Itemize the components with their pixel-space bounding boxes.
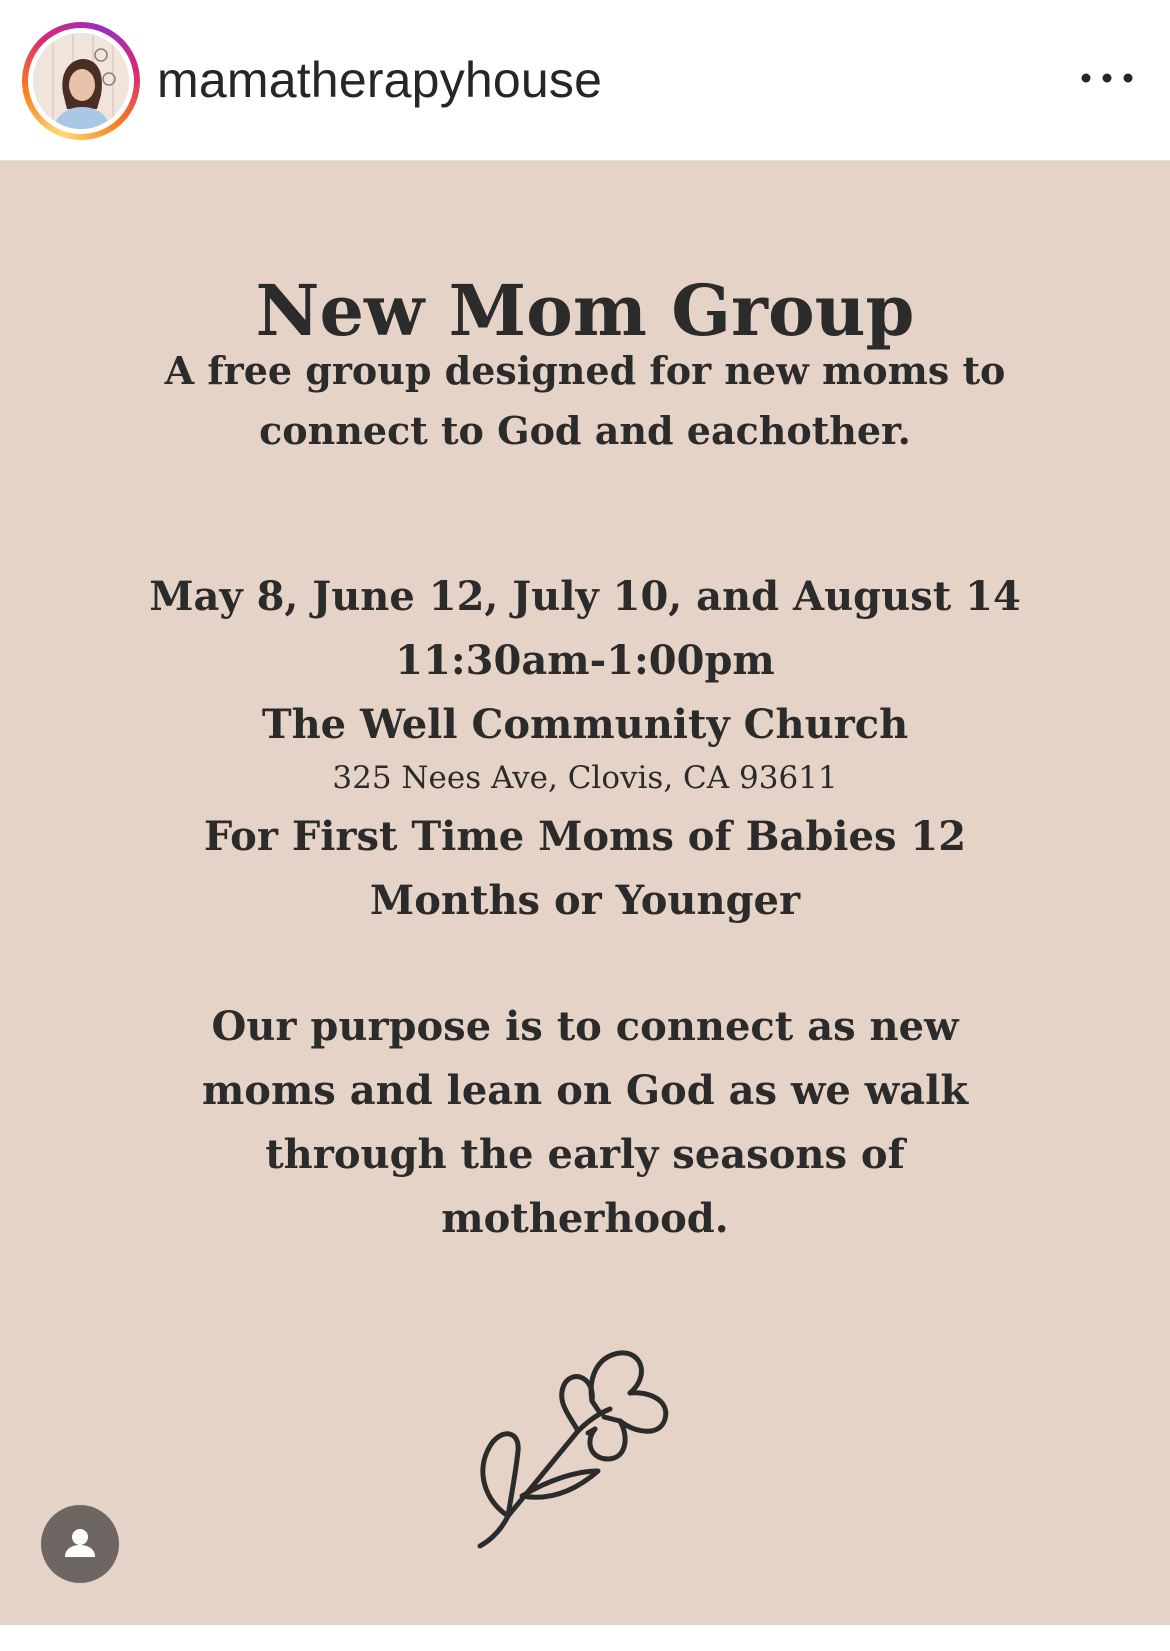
purpose-line: motherhood.	[441, 1195, 729, 1242]
event-time: 11:30am-1:00pm	[395, 637, 775, 684]
purpose-line: through the early seasons of	[265, 1131, 905, 1178]
event-address: 325 Nees Ave, Clovis, CA 93611	[332, 760, 838, 796]
username-link[interactable]: mamatherapyhouse	[157, 52, 603, 108]
audience-line: For First Time Moms of Babies 12	[203, 813, 967, 860]
story-ring[interactable]	[22, 22, 140, 140]
avatar[interactable]	[33, 33, 129, 129]
profile-photo-icon	[33, 33, 129, 129]
flower-icon	[470, 1321, 690, 1561]
purpose-line: Our purpose is to connect as new	[211, 1003, 959, 1050]
avatar-border	[28, 28, 134, 134]
event-venue: The Well Community Church	[261, 701, 909, 748]
bottom-edge	[0, 1625, 1170, 1651]
subtitle-line: A free group designed for new moms to	[164, 348, 1006, 393]
purpose-line: moms and lean on God as we walk	[201, 1067, 969, 1114]
post-title: New Mom Group	[255, 269, 915, 352]
more-options-button[interactable]	[1072, 60, 1142, 100]
post-header	[0, 0, 1170, 160]
tagged-people-button[interactable]	[41, 1505, 119, 1583]
subtitle-line: connect to God and eachother.	[259, 408, 911, 453]
post-image[interactable]	[0, 161, 1170, 1625]
event-dates: May 8, June 12, July 10, and August 14	[149, 573, 1021, 620]
person-tag-icon	[41, 1505, 119, 1583]
more-horizontal-icon	[1072, 60, 1142, 100]
audience-line: Months or Younger	[369, 877, 801, 924]
